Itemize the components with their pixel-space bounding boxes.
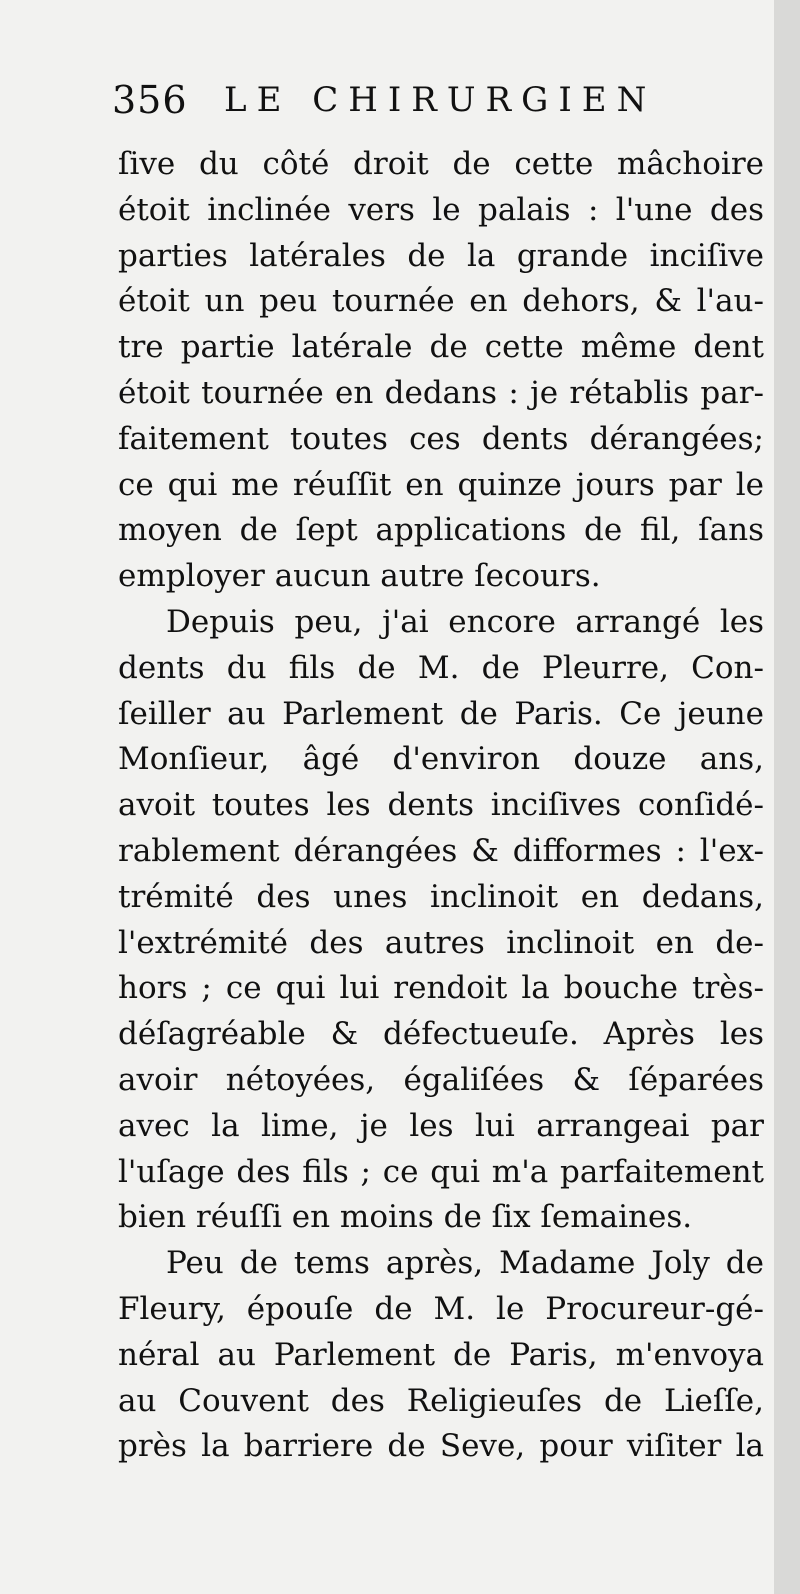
- body-text: [118, 142, 764, 1470]
- text-line: déſagréable & défectueuſe. Après les: [118, 1016, 764, 1053]
- text-line: tre partie latérale de cette même dent: [118, 329, 764, 366]
- text-line: Fleury, épouſe de M. le Procureur-gé-: [118, 1290, 764, 1327]
- text-line: étoit tournée en dedans : je rétablis par-: [118, 374, 764, 411]
- text-line: ſeiller au Parlement de Paris. Ce jeune: [118, 695, 764, 732]
- text-line: avoit toutes les dents inciſives conſidé-: [118, 787, 764, 824]
- text-line: hors ; ce qui lui rendoit la bouche très-: [118, 970, 764, 1007]
- page-header: [112, 78, 762, 142]
- text-line: avec la lime, je les lui arrangeai par: [118, 1107, 764, 1144]
- text-line: rablement dérangées & difformes : l'ex-: [118, 832, 764, 869]
- text-line: ſive du côté droit de cette mâchoire: [118, 146, 764, 182]
- text-line: employer aucun autre ſecours.: [118, 558, 601, 595]
- text-line: trémité des unes inclinoit en dedans,: [118, 878, 764, 915]
- text-line: faitement toutes ces dents dérangées;: [118, 420, 764, 457]
- text-line: près la barriere de Seve, pour viſiter la: [118, 1428, 764, 1465]
- text-line: moyen de ſept applications de fil, ſans: [118, 512, 764, 549]
- text-line: néral au Parlement de Paris, m'envoya: [118, 1336, 764, 1373]
- text-line: Monſieur, âgé d'environ douze ans,: [118, 741, 764, 778]
- text-line: étoit un peu tournée en dehors, & l'au-: [118, 283, 764, 320]
- text-line: Depuis peu, j'ai encore arrangé les: [166, 603, 764, 640]
- page-number: 356: [112, 78, 188, 122]
- text-line: au Couvent des Religieuſes de Lieſſe,: [118, 1382, 764, 1419]
- text-line: étoit inclinée vers le palais : l'une des: [118, 191, 764, 228]
- text-line: Peu de tems après, Madame Joly de: [166, 1245, 764, 1282]
- text-line: ce qui me réuſſit en quinze jours par le: [118, 466, 764, 503]
- text-line: bien réuſſi en moins de ſix ſemaines.: [118, 1199, 693, 1236]
- text-line: avoir nétoyées, égaliſées & ſéparées: [118, 1061, 764, 1098]
- text-line: l'uſage des fils ; ce qui m'a parfaitement: [118, 1153, 764, 1190]
- text-line: dents du fils de M. de Pleurre, Con-: [118, 649, 764, 686]
- text-line: parties latérales de la grande inciſive: [118, 237, 764, 274]
- running-head: LE CHIRURGIEN: [224, 80, 657, 120]
- text-line: l'extrémité des autres inclinoit en de-: [118, 924, 764, 961]
